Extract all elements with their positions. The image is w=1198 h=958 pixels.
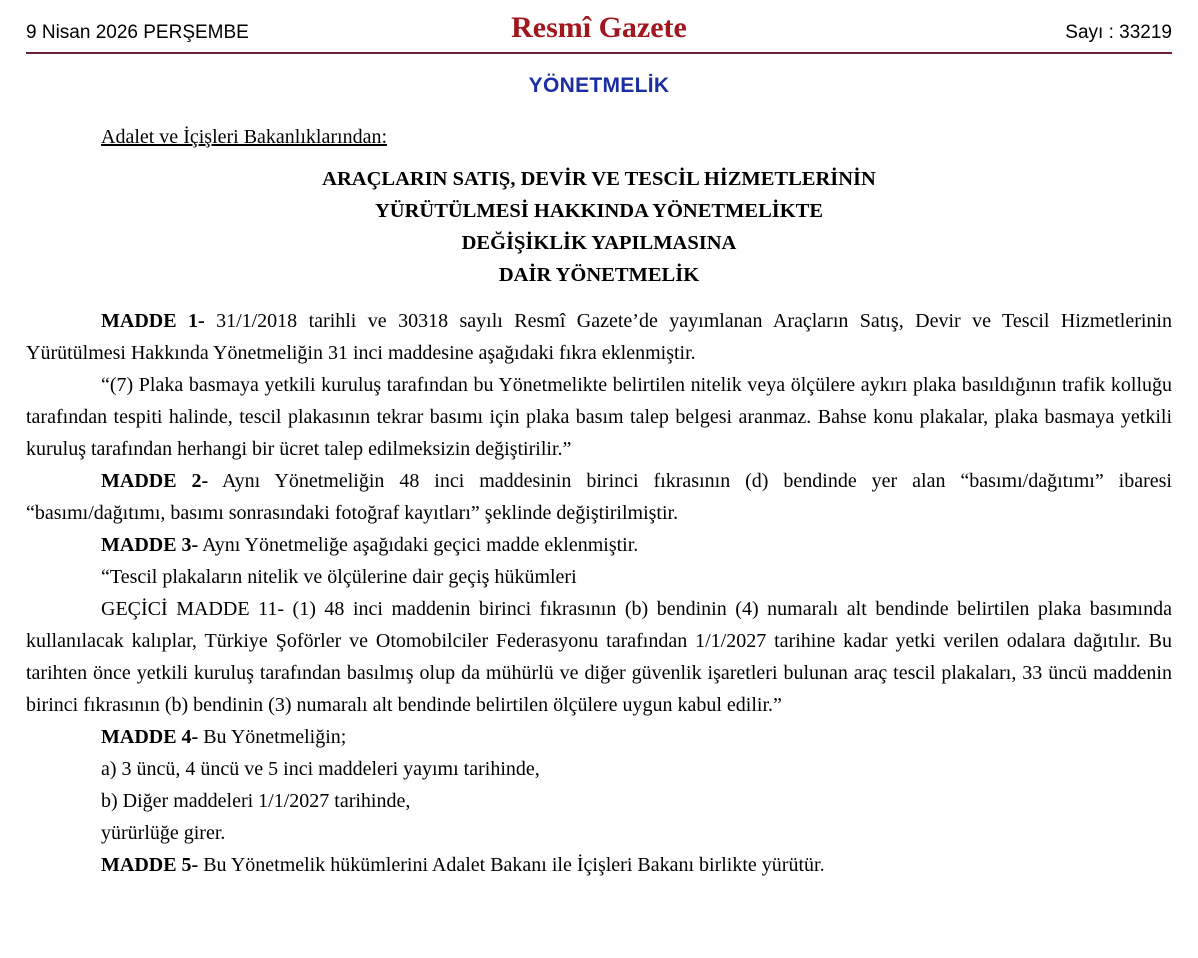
temporary-article-11: GEÇİCİ MADDE 11- (1) 48 inci maddenin birinci fıkrasının (b) bendinin (4) numaralı alt bendinde belirtilen plaka basımında kullanılacak kalıplar, Türkiye Şoförler ve Otomobilciler Federasyonu tarafından 1/1/2027 tarihine kadar yetki verilen odalara dağıtılır. Bu tarihten önce yetkili kuruluş tarafından basılmış olup da mühürlü ve diğer güvenlik işaretleri bulunan araç tescil plakaları, 33 üncü maddenin birinci fıkrasının (b) bendinin (3) numaralı alt bendinde belirtilen ölçülere uygun kabul edilir.” [26,598,1172,716]
article-5 [26,849,1172,881]
article-label: MADDE 3- [101,534,199,556]
article-3-heading: “Tescil plakaların nitelik ve ölçülerine dair geçiş hükümleri [101,566,577,588]
article-label: MADDE 2- [101,470,209,492]
section-title: YÖNETMELİK [528,74,670,97]
regulation-title [26,163,1172,291]
article-label: MADDE 1- [101,310,205,332]
masthead-logo: Resmî Gazete [511,11,687,44]
article-1 [26,305,1172,369]
article-text: Bu Yönetmelik hükümlerini Adalet Bakanı ile İçişleri Bakanı birlikte yürütür. [198,854,825,876]
article-text: Bu Yönetmeliğin; [198,726,347,748]
issue-number: Sayı : 33219 [1065,22,1172,43]
gazette-header [26,0,1172,54]
article-text: Aynı Yönetmeliğin 48 inci maddesinin birinci fıkrasının (d) bendinde yer alan “basımı/dağıtımı” ibaresi “basımı/dağıtımı, basımı sonrasındaki fotoğraf kayıtları” şeklinde değiştirilmiştir. [26,470,1172,524]
issuing-authority: Adalet ve İçişleri Bakanlıklarından: [101,126,388,148]
article-label: MADDE 4- [101,726,199,748]
article-text: 31/1/2018 tarihli ve 30318 sayılı Resmî Gazete’de yayımlanan Araçların Satış, Devir ve Tescil Hizmetlerinin Yürütülmesi Hakkında Yönetmeliğin 31 inci maddesine aşağıdaki fıkra eklenmiştir. [26,310,1172,364]
article-3 [26,529,1172,561]
article-1-quote: “(7) Plaka basmaya yetkili kuruluş tarafından bu Yönetmelikte belirtilen nitelik veya ölçülere aykırı plaka basıldığının trafik kolluğu tarafından tespiti halinde, tescil plakasının tekrar basımı için plaka basım talep belgesi aranmaz. Bahse konu plakalar, plaka basmaya yetkili kuruluş tarafından herhangi bir ücret talep edilmeksizin değiştirilir.” [26,374,1172,460]
article-4-closing: yürürlüğe girer. [101,822,226,844]
regulation-body [26,305,1172,881]
regulation-title-line: DAİR YÖNETMELİK [498,264,700,286]
article-4-item-b: b) Diğer maddeleri 1/1/2027 tarihinde, [101,790,411,812]
article-2 [26,465,1172,529]
regulation-title-line: ARAÇLARIN SATIŞ, DEVİR VE TESCİL HİZMETLERİNİN [322,168,876,190]
article-label: MADDE 5- [101,854,199,876]
regulation-title-line: YÜRÜTÜLMESİ HAKKINDA YÖNETMELİKTE [374,200,824,222]
article-4-item-a: a) 3 üncü, 4 üncü ve 5 inci maddeleri yayımı tarihinde, [101,758,540,780]
issue-date: 9 Nisan 2026 PERŞEMBE [26,22,249,43]
article-4 [26,721,1172,753]
article-text: Aynı Yönetmeliğe aşağıdaki geçici madde eklenmiştir. [198,534,639,556]
regulation-title-line: DEĞİŞİKLİK YAPILMASINA [461,232,737,254]
